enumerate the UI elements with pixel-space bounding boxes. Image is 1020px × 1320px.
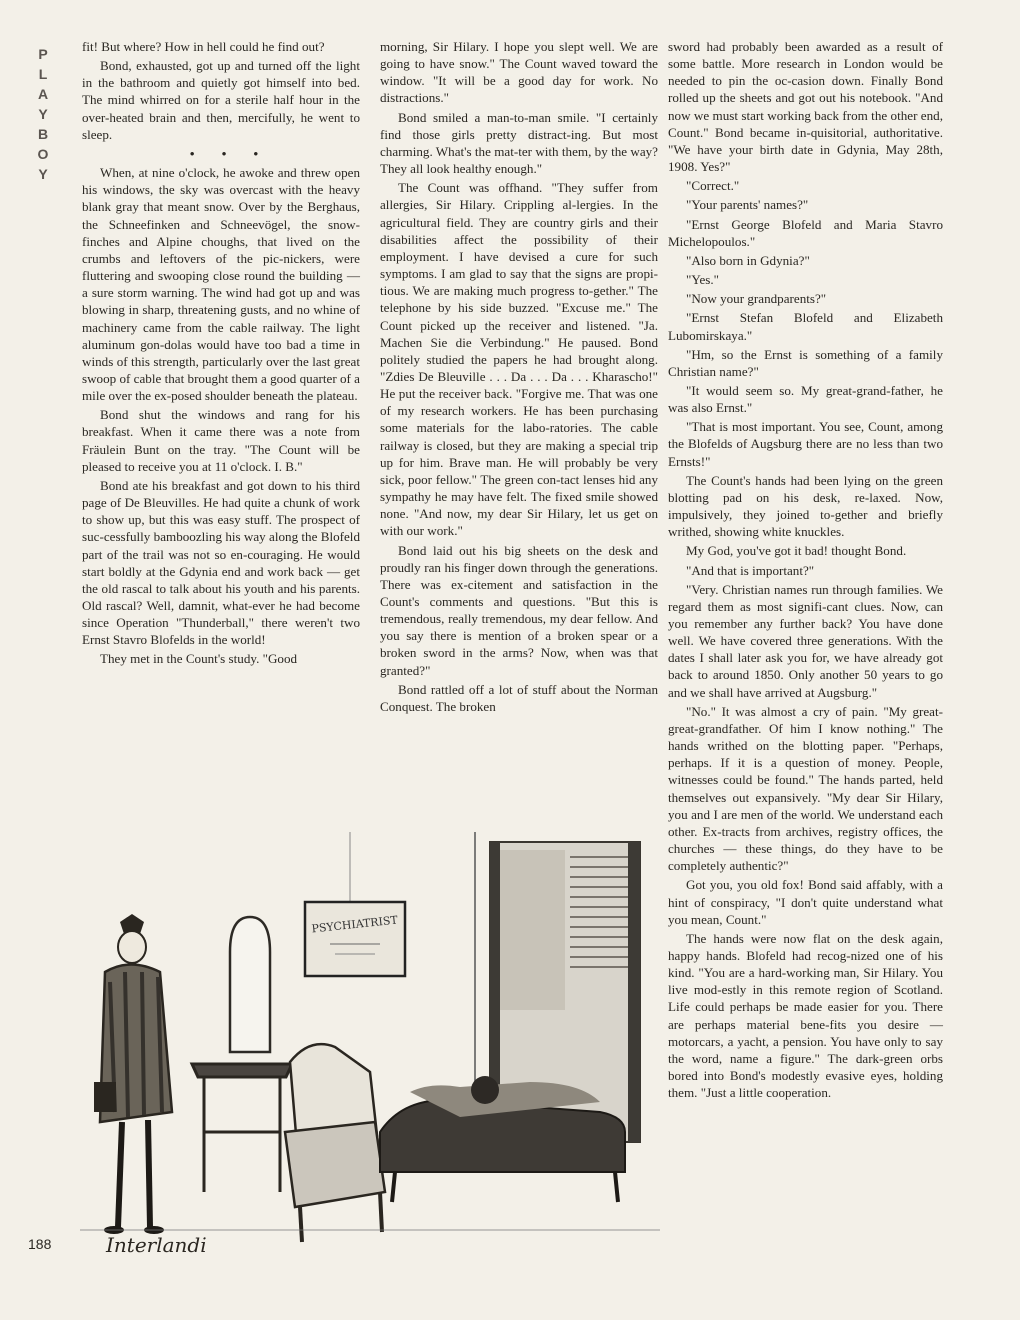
cartoon-illustration xyxy=(80,832,660,1262)
paragraph: "Now your grandparents?" xyxy=(686,291,827,307)
paragraph: "Yes." xyxy=(686,272,720,288)
paragraph: fit! But where? How in hell could he find out? xyxy=(82,39,325,54)
paragraph: "Correct." xyxy=(686,178,740,194)
paragraph: Bond, exhausted, got up and turned off the light in the bathroom and quietly got himself into bed. The mind whirred on for a sterile half hour in the over-heated brain and then, mercifully, he went to sleep. xyxy=(82,58,360,142)
paragraph: morning, Sir Hilary. I hope you slept well. We are going to have snow." The Count waved toward the window. "It will be a good day for work. No distractions." xyxy=(380,39,658,106)
paragraph: Bond rattled off a lot of stuff about the Norman Conquest. The broken xyxy=(380,681,658,714)
paragraph: The Count was offhand. "They suffer from allergies, Sir Hilary. Crippling al-lergies. In the agricultural field. They are country girls and their disabilities affect the possibility of their employment. I have devised a cure for such symptoms. I am glad to say that the signs are propi-tious. We are making much progress to-gether." The telephone by his side buzzed. "Excuse me." The Count picked up the receiver and listened. "Ja. Machen Sie die Verbindung." He paused. Bond politely studied the papers he had brought along. "Zdies De Bleuville . . . Da . . . Da . . . Kharascho!" He put the receiver back. "Forgive me. That was one of my research workers. He has been purchasing some materials for the labo-ratories. The cable railway is closed, but they are making a special trip up for him. Brave man. He will probably be very sick, poor fellow." The green con-tact lenses hid any sympathy he may have felt. The fixed smile showed none. "And now, my dear Sir Hilary, let us get on with our work." xyxy=(380,180,658,539)
paragraph: "Ernst George Blofeld and Maria Stavro Michelopoulos." xyxy=(668,216,943,249)
paragraph: "Your parents' names?" xyxy=(686,197,809,213)
page-number: 188 xyxy=(28,1236,52,1252)
mirror xyxy=(230,917,270,1052)
section-break: • • • xyxy=(189,145,271,161)
masthead-letter: A xyxy=(37,86,49,102)
paragraph: "And that is important?" xyxy=(686,562,815,578)
paragraph: sword had probably been awarded as a result of some battle. More research in London would be needed to pin the oc-casion down. Finally Bond rolled up the sheets and got out his notebook. "And now we must start working back from the other end, Count." Bond became in-quisitorial, authoritative. "We have your birth date in Gdynia, May 28th, 1908. Yes?" xyxy=(668,39,943,175)
paragraph: When, at nine o'clock, he awoke and threw open his windows, the sky was overcast with the heavy blank gray that meant snow. Over by the Berghaus, the Schneefinken and Schneevögel, the snow-finches and Alpine choughs, that lived on the crumbs and leftovers of the pic-nickers, were fluttering and swooping close round the building — a sure storm warning. The wind had got up and was blowing in sharp, threatening gusts, and no whine of machinery came from the cable railway. The light aluminum gon-dolas would have too bad a time in winds of this strength, particularly over the last great swoop of cable that brought them a good quarter of a mile over the ex-posed shoulder beneath the plateau. xyxy=(82,165,360,404)
psychiatrist-couch xyxy=(380,1076,625,1202)
masthead-letter: Y xyxy=(38,166,48,182)
paragraph: Got you, you old fox! Bond said affably, with a hint of conspiracy, "I don't quite understand what you mean, Count." xyxy=(668,877,943,927)
text-column-3 xyxy=(668,38,943,1103)
masthead-letter: Y xyxy=(38,106,48,122)
side-table xyxy=(192,1064,292,1192)
masthead-letter: O xyxy=(37,146,49,162)
paragraph: The Count's hands had been lying on the green blotting pad on his desk, re-laxed. Now, impulsively, they joined to-gether and briefly writhed, showing white knuckles. xyxy=(668,472,943,540)
paragraph: They met in the Count's study. "Good xyxy=(100,651,298,667)
paragraph: "Very. Christian names run through families. We regard them as most signifi-cant clues. Now, can you remember any further back? You have done well. We have covered three generations. With the dates I shall later ask you for, we have already got back to around 1850. Only another 50 years to go and we shall have arrived at Augsburg." xyxy=(668,581,943,700)
paragraph: "Ernst Stefan Blofeld and Elizabeth Lubomirskaya." xyxy=(668,310,943,343)
paragraph: Bond ate his breakfast and got down to his third page of De Bleuvilles. He had quite a chunk of work to show up, but this was easy stuff. The prospect of suc-cessfully bamboozling his way along the Blofeld part of the trail was not so en-couraging. He would start boldly at the Gdynia end and work back — get the old rascal to talk about his youth and his parents. Old rascal? Well, damnit, what-ever he had become since Operation "Thunderball," there weren't two Ernst Stavro Blofelds in the world! xyxy=(82,477,360,648)
artist-signature: Interlandi xyxy=(106,1233,207,1257)
paragraph: "Hm, so the Ernst is something of a family Christian name?" xyxy=(668,346,943,379)
masthead-letter: B xyxy=(37,126,49,142)
armchair xyxy=(285,1044,385,1242)
paragraph: "It would seem so. My great-grand-father, he was also Ernst." xyxy=(668,382,943,416)
paragraph: My God, you've got it bad! thought Bond. xyxy=(686,543,907,559)
magazine-masthead xyxy=(28,44,58,184)
paragraph: "No." It was almost a cry of pain. "My great-great-grandfather. Of him I know nothing." The hands writhed on the blotting paper. "Perhaps, perhaps. If it is a question of money. People, witnesses could be found." The hands parted, held themselves out expansively. "My dear Sir Hilary, you and I are men of the world. We understand each other. Ex-tracts from archives, registry offices, the churches — these things, do they have to be completely authentic?" xyxy=(668,703,943,874)
paragraph: The hands were now flat on the desk again, happy hands. Blofeld had recog-nized one of his kind. "You are a hard-working man, Sir Hilary. You live mod-estly in this remote region of Scotland. Life could perhaps be made easier for you. There are perhaps material bene-fits you desire — motorcars, a yacht, a pension. You have only to say the word, name a figure." The dark-green orbs bored into Bond's modestly evasive eyes, holding them. "Just a little cooperation. xyxy=(668,930,943,1101)
paragraph: Bond laid out his big sheets on the desk and proudly ran his finger down through the generations. There was ex-citement and satisfaction in the Count's comments and questions. "But this is tremendous, really tremendous, my dear fellow. And you say there is mention of a broken spear or a broken sword in the arms? Now, when was that granted?" xyxy=(380,542,658,678)
paragraph: "That is most important. You see, Count, among the Blofelds of Augsburg there are no less than two Ernsts!" xyxy=(668,419,943,469)
masthead-letter: L xyxy=(38,66,48,82)
certificate-text: PSYCHIATRIST xyxy=(310,913,399,936)
masthead-letter: P xyxy=(38,46,48,62)
psychiatrist-certificate xyxy=(305,902,405,976)
man-in-fur-coat xyxy=(94,914,172,1234)
text-column-2 xyxy=(380,38,658,717)
paragraph: Bond shut the windows and rang for his breakfast. When it came there was a note from Fräulein Bunt on the tray. "The Count will be pleased to receive you at 11 o'clock. I. B." xyxy=(82,407,360,474)
paragraph: "Also born in Gdynia?" xyxy=(686,252,810,268)
text-column-1 xyxy=(82,38,360,670)
paragraph: Bond smiled a man-to-man smile. "I certainly find those girls pretty distract-ing. But most charming. What's the mat-ter with them, by the way? They all look healthy enough." xyxy=(380,109,658,177)
